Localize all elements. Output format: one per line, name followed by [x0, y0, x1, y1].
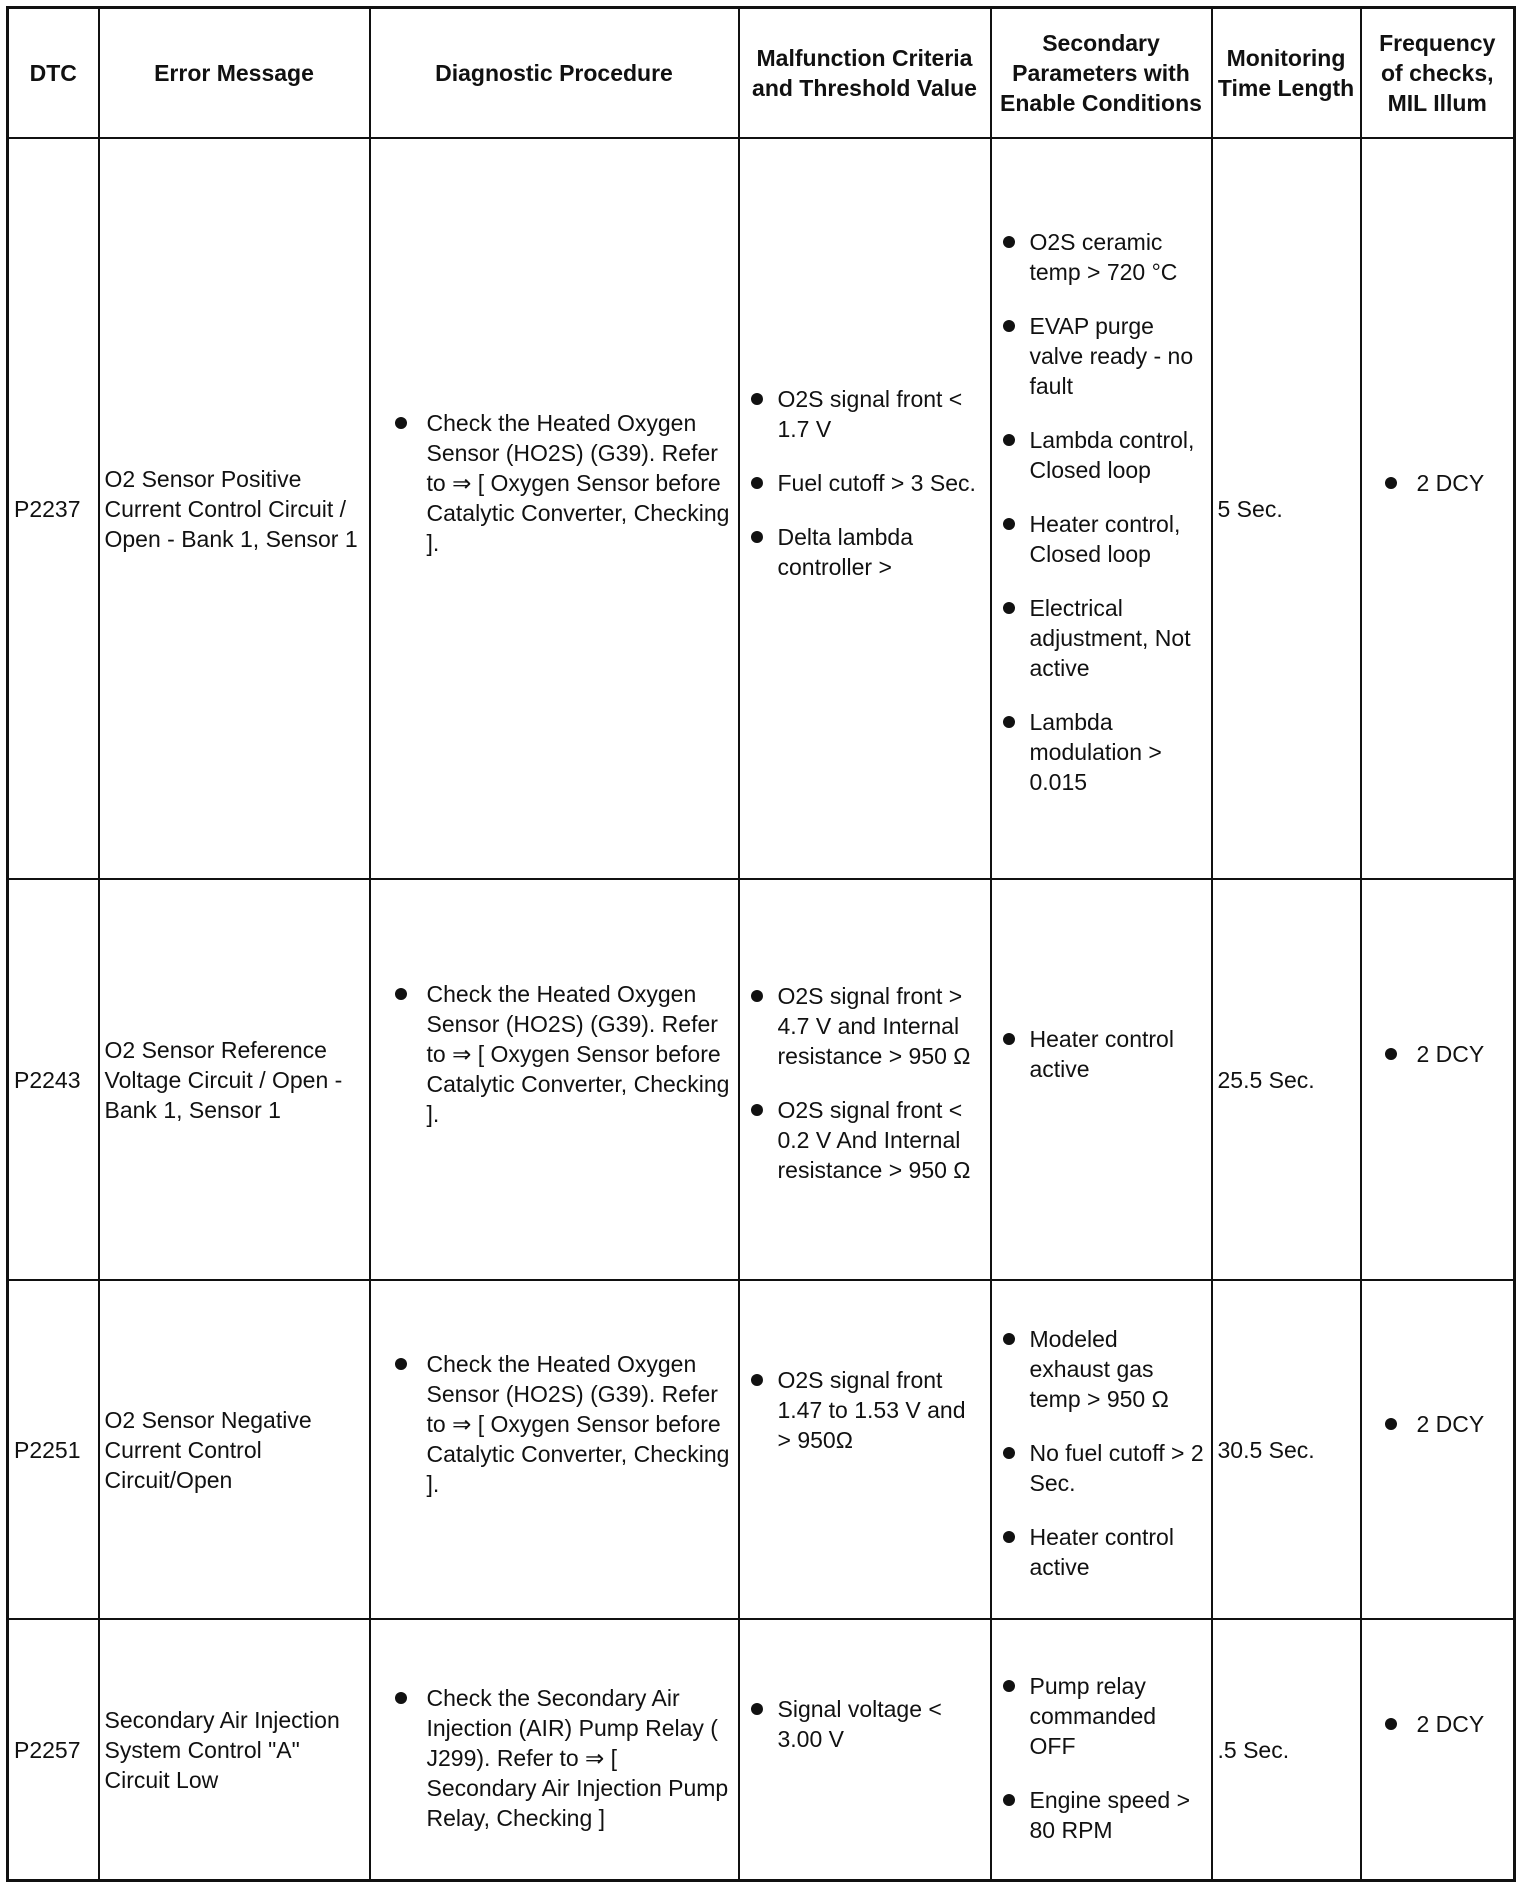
error-message: O2 Sensor Positive Current Control Circuit / Open - Bank 1, Sensor 1: [99, 138, 370, 879]
secondary-parameters: [991, 138, 1212, 879]
table-row: [8, 1280, 1515, 1619]
secondary-parameters: [991, 879, 1212, 1280]
monitoring-time: 5 Sec.: [1212, 138, 1361, 879]
diagnostic-procedure: [370, 1619, 739, 1881]
error-message: O2 Sensor Reference Voltage Circuit / Open - Bank 1, Sensor 1: [99, 879, 370, 1280]
monitoring-time: 25.5 Sec.: [1212, 879, 1361, 1280]
secondary-item: Heater control, Closed loop: [992, 509, 1211, 569]
secondary-item: Lambda control, Closed loop: [992, 425, 1211, 485]
error-message: Secondary Air Injection System Control "A" Circuit Low: [99, 1619, 370, 1881]
header-malfunction-criteria: Malfunction Criteria and Threshold Value: [739, 8, 991, 139]
secondary-parameters: [991, 1619, 1212, 1881]
frequency: [1361, 879, 1515, 1280]
malfunction-item: O2S signal front > 4.7 V and Internal resistance > 950 Ω: [740, 981, 990, 1071]
frequency-item: 2 DCY: [1362, 468, 1514, 498]
secondary-item: Modeled exhaust gas temp > 950 Ω: [992, 1324, 1211, 1414]
diagnostic-procedure: [370, 879, 739, 1280]
malfunction-item: O2S signal front 1.47 to 1.53 V and > 950Ω: [740, 1365, 990, 1455]
procedure-item: Check the Heated Oxygen Sensor (HO2S) (G39). Refer to ⇒ [ Oxygen Sensor before Catalytic Converter, Checking ].: [371, 979, 738, 1129]
secondary-item: No fuel cutoff > 2 Sec.: [992, 1438, 1211, 1498]
dtc-code: P2251: [8, 1280, 99, 1619]
secondary-item: Lambda modulation > 0.015: [992, 707, 1211, 797]
secondary-item: Heater control active: [992, 1024, 1211, 1084]
header-diagnostic-procedure: Diagnostic Procedure: [370, 8, 739, 139]
dtc-code: P2243: [8, 879, 99, 1280]
malfunction-criteria: [739, 138, 991, 879]
frequency-item: 2 DCY: [1362, 1409, 1514, 1439]
header-frequency: Frequency of checks, MIL Illum: [1361, 8, 1515, 139]
frequency-item: 2 DCY: [1362, 1039, 1514, 1069]
procedure-item: Check the Heated Oxygen Sensor (HO2S) (G39). Refer to ⇒ [ Oxygen Sensor before Catalytic Converter, Checking ].: [371, 1349, 738, 1499]
malfunction-item: Fuel cutoff > 3 Sec.: [740, 468, 990, 498]
frequency-item: 2 DCY: [1362, 1709, 1514, 1739]
header-dtc: DTC: [8, 8, 99, 139]
table-row: [8, 1619, 1515, 1881]
malfunction-item: Signal voltage < 3.00 V: [740, 1694, 990, 1754]
secondary-item: Pump relay commanded OFF: [992, 1671, 1211, 1761]
malfunction-item: Delta lambda controller >: [740, 522, 990, 582]
header-secondary-parameters: Secondary Parameters with Enable Conditions: [991, 8, 1212, 139]
diagnostic-procedure: [370, 138, 739, 879]
secondary-item: EVAP purge valve ready - no fault: [992, 311, 1211, 401]
secondary-parameters: [991, 1280, 1212, 1619]
secondary-item: Engine speed > 80 RPM: [992, 1785, 1211, 1845]
malfunction-criteria: [739, 1280, 991, 1619]
secondary-item: O2S ceramic temp > 720 °C: [992, 227, 1211, 287]
table-row: [8, 138, 1515, 879]
malfunction-item: O2S signal front < 1.7 V: [740, 384, 990, 444]
dtc-code: P2257: [8, 1619, 99, 1881]
malfunction-item: O2S signal front < 0.2 V And Internal resistance > 950 Ω: [740, 1095, 990, 1185]
secondary-item: Heater control active: [992, 1522, 1211, 1582]
frequency: [1361, 138, 1515, 879]
monitoring-time: 30.5 Sec.: [1212, 1280, 1361, 1619]
dtc-table: [6, 6, 1516, 1882]
header-monitoring-time: Monitoring Time Length: [1212, 8, 1361, 139]
malfunction-criteria: [739, 1619, 991, 1881]
table-row: [8, 879, 1515, 1280]
frequency: [1361, 1619, 1515, 1881]
header-error-message: Error Message: [99, 8, 370, 139]
dtc-code: P2237: [8, 138, 99, 879]
frequency: [1361, 1280, 1515, 1619]
header-row: [8, 8, 1515, 139]
diagnostic-procedure: [370, 1280, 739, 1619]
malfunction-criteria: [739, 879, 991, 1280]
procedure-item: Check the Secondary Air Injection (AIR) Pump Relay ( J299). Refer to ⇒ [ Secondary Air Injection Pump Relay, Checking ]: [371, 1683, 738, 1833]
error-message: O2 Sensor Negative Current Control Circuit/Open: [99, 1280, 370, 1619]
monitoring-time: .5 Sec.: [1212, 1619, 1361, 1881]
secondary-item: Electrical adjustment, Not active: [992, 593, 1211, 683]
procedure-item: Check the Heated Oxygen Sensor (HO2S) (G39). Refer to ⇒ [ Oxygen Sensor before Catalytic Converter, Checking ].: [371, 408, 738, 558]
